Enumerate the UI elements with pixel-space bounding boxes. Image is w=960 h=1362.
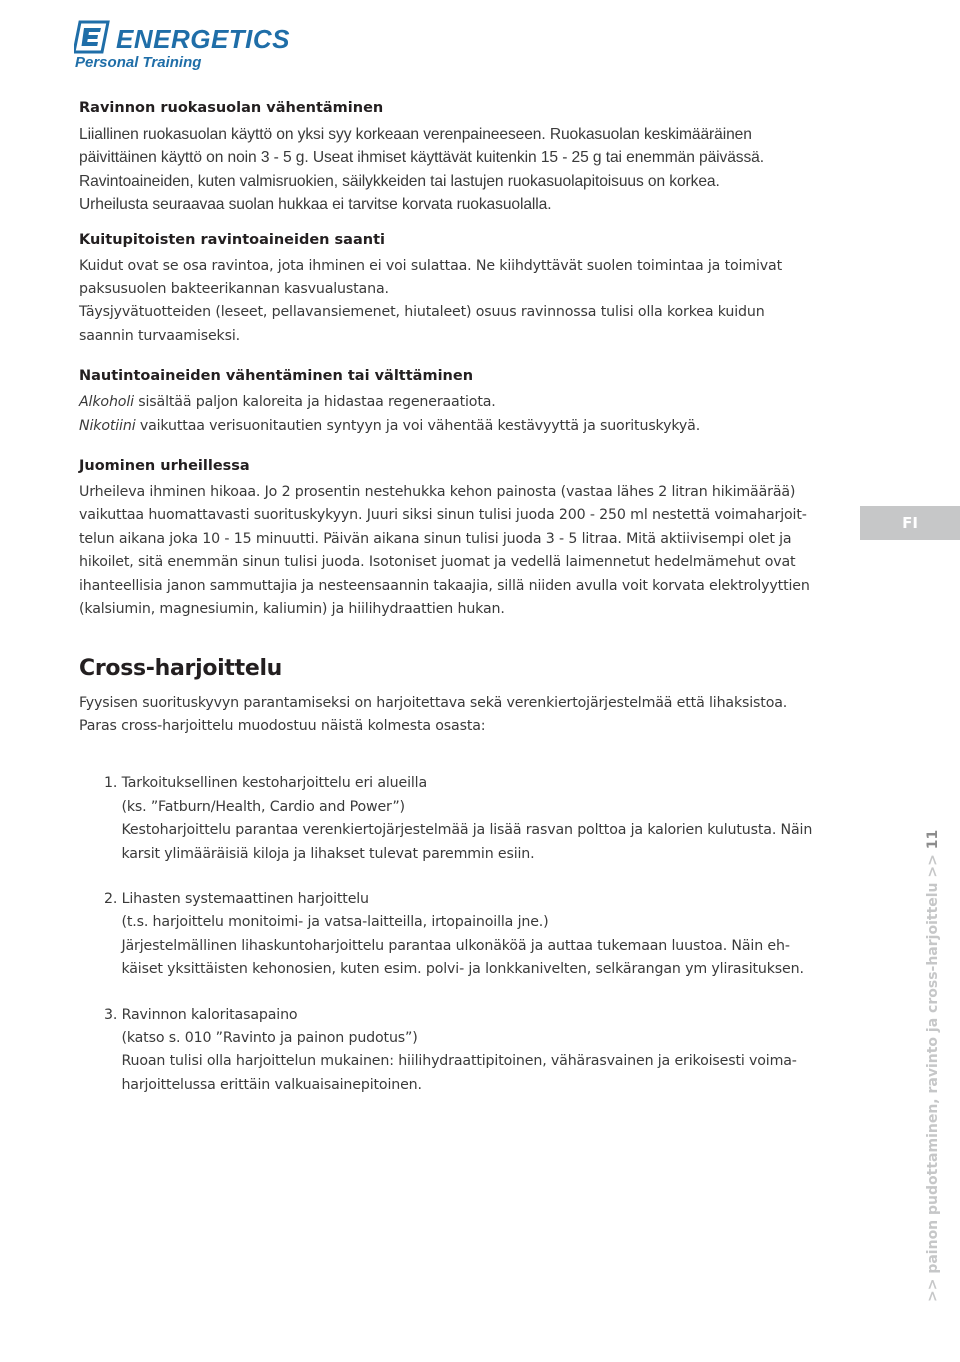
numbered-list (104, 772, 839, 1097)
page-content (79, 96, 839, 1097)
term-nicotine: Nikotiini (79, 417, 136, 434)
paragraph-line: Liiallinen ruokasuolan käyttö on yksi syy korkeaan verenpaineeseen. Ruokasuolan keskimääräinen (79, 126, 752, 143)
list-line: Kestoharjoittelu parantaa verenkiertojärjestelmää ja lisää rasvan polttoa ja kalorien kulutusta. Näin (104, 822, 813, 839)
paragraph-line: Ravintoaineiden, kuten valmisruokien, säilykkeiden tai lastujen ruokasuolapitoisuus on korkea. (79, 172, 720, 190)
list-item (104, 1004, 839, 1098)
list-item (104, 772, 839, 866)
side-nav-label: >> painon pudottaminen, ravinto ja cross-harjoittelu >> (925, 854, 941, 1302)
term-alcohol: Alkoholi (79, 394, 134, 411)
section-drinking (79, 454, 839, 621)
paragraph-line: telun aikana joka 10 - 15 minuutti. Päivän aikana sinun tulisi juoda 3 - 5 litraa. Mitä aktiivisempi olet ja (79, 530, 792, 547)
term-description: vaikuttaa verisuonitautien syntyyn ja voi vähentää kestävyyttä ja suorituskykyä. (135, 417, 701, 434)
page-title: Cross-harjoittelu (79, 655, 283, 681)
paragraph-line: Kuidut ovat se osa ravintoa, jota ihminen ei voi sulattaa. Ne kiihdyttävät suolen toimintaa ja toimivat (79, 257, 782, 274)
list-line: karsit ylimääräisiä kiloja ja lihakset tulevat paremmin esiin. (104, 845, 535, 862)
list-line: (t.s. harjoittelu monitoimi- ja vatsa-laitteilla, irtopainoilla jne.) (104, 914, 549, 931)
language-tab[interactable]: FI (860, 506, 960, 540)
paragraph-line (79, 415, 839, 438)
brand-logo (74, 20, 304, 72)
list-line: käiset yksittäisten kehonosien, kuten esim. polvi- ja lonkkanivelten, selkärangan ym ylirasituksen. (104, 961, 804, 978)
section-stimulants (79, 364, 839, 438)
section-heading: Ravinnon ruokasuolan vähentäminen (79, 100, 384, 116)
list-line: Järjestelmällinen lihaskuntoharjoittelu parantaa ulkonäköä ja auttaa tukemaan luustoa. Näin eh- (104, 937, 790, 954)
paragraph-line: ihanteellisia janon sammuttajia ja nesteensaannin takaajia, sillä niiden avulla voit korvata elektrolyyttien (79, 577, 810, 594)
section-fiber (79, 228, 839, 349)
paragraph-line: Täysjyvätuotteiden (leseet, pellavansiemenet, hiutaleet) osuus ravinnossa tulisi olla korkea kuidun (79, 304, 765, 321)
page-number: 11 (925, 829, 941, 850)
paragraph-line: paksusuolen bakteerikannan kasvualustana. (79, 281, 389, 298)
paragraph-line: Urheileva ihminen hikoaa. Jo 2 prosentin nestehukka kehon painosta (vastaa lähes 2 litran hikimäärää) (79, 484, 796, 501)
paragraph-line: Fyysisen suorituskyvyn parantamiseksi on harjoitettava sekä verenkiertojärjestelmää että lihaksistoa. (79, 694, 788, 711)
list-line: (katso s. 010 ”Ravinto ja painon pudotus”) (104, 1029, 418, 1046)
section-cross-training (79, 654, 839, 1098)
paragraph-line: hikoilet, sitä enemmän sinun tulisi juoda. Isotoniset juomat ja vedellä laimennetut hedelmämehut ovat (79, 554, 796, 571)
list-line: Ruoan tulisi olla harjoittelun mukainen: hiilihydraattipitoinen, vähärasvainen ja erikoisesti voima- (104, 1053, 797, 1070)
list-line: harjoittelussa erittäin valkuaisainepitoinen. (104, 1076, 422, 1093)
paragraph-line: vaikuttaa huomattavasti suorituskykyyn. Juuri siksi sinun tulisi juoda 200 - 250 ml nestettä voimaharjoit- (79, 507, 807, 524)
brand-tagline: Personal Training (75, 54, 202, 71)
paragraph-line: päivittäinen käyttö on noin 3 - 5 g. Useat ihmiset käyttävät kuitenkin 15 - 25 g tai enemmän päivässä. (79, 149, 764, 167)
brand-name: ENERGETICS (116, 24, 291, 54)
list-line: 3. Ravinnon kaloritasapaino (104, 1006, 298, 1023)
term-description: sisältää paljon kaloreita ja hidastaa regeneraatiota. (133, 394, 496, 411)
side-nav (923, 829, 943, 1302)
section-heading: Juominen urheillessa (79, 458, 250, 475)
list-item (104, 888, 839, 982)
list-line: 1. Tarkoituksellinen kestoharjoittelu eri alueilla (104, 775, 428, 792)
section-salt (79, 96, 839, 217)
paragraph-line: saannin turvaamiseksi. (79, 327, 241, 344)
paragraph-line: Paras cross-harjoittelu muodostuu näistä kolmesta osasta: (79, 717, 486, 734)
list-line: 2. Lihasten systemaattinen harjoittelu (104, 890, 369, 907)
paragraph-line: (kalsiumin, magnesiumin, kaliumin) ja hiilihydraattien hukan. (79, 601, 505, 618)
paragraph-line (79, 391, 839, 414)
section-heading: Kuitupitoisten ravintoaineiden saanti (79, 231, 385, 248)
section-heading: Nautintoaineiden vähentäminen tai välttäminen (79, 368, 474, 385)
list-line: (ks. ”Fatburn/Health, Cardio and Power”) (104, 798, 405, 815)
energetics-logo-icon (74, 20, 110, 54)
paragraph-line: Urheilusta seuraavaa suolan hukkaa ei tarvitse korvata ruokasuolalla. (79, 196, 552, 214)
